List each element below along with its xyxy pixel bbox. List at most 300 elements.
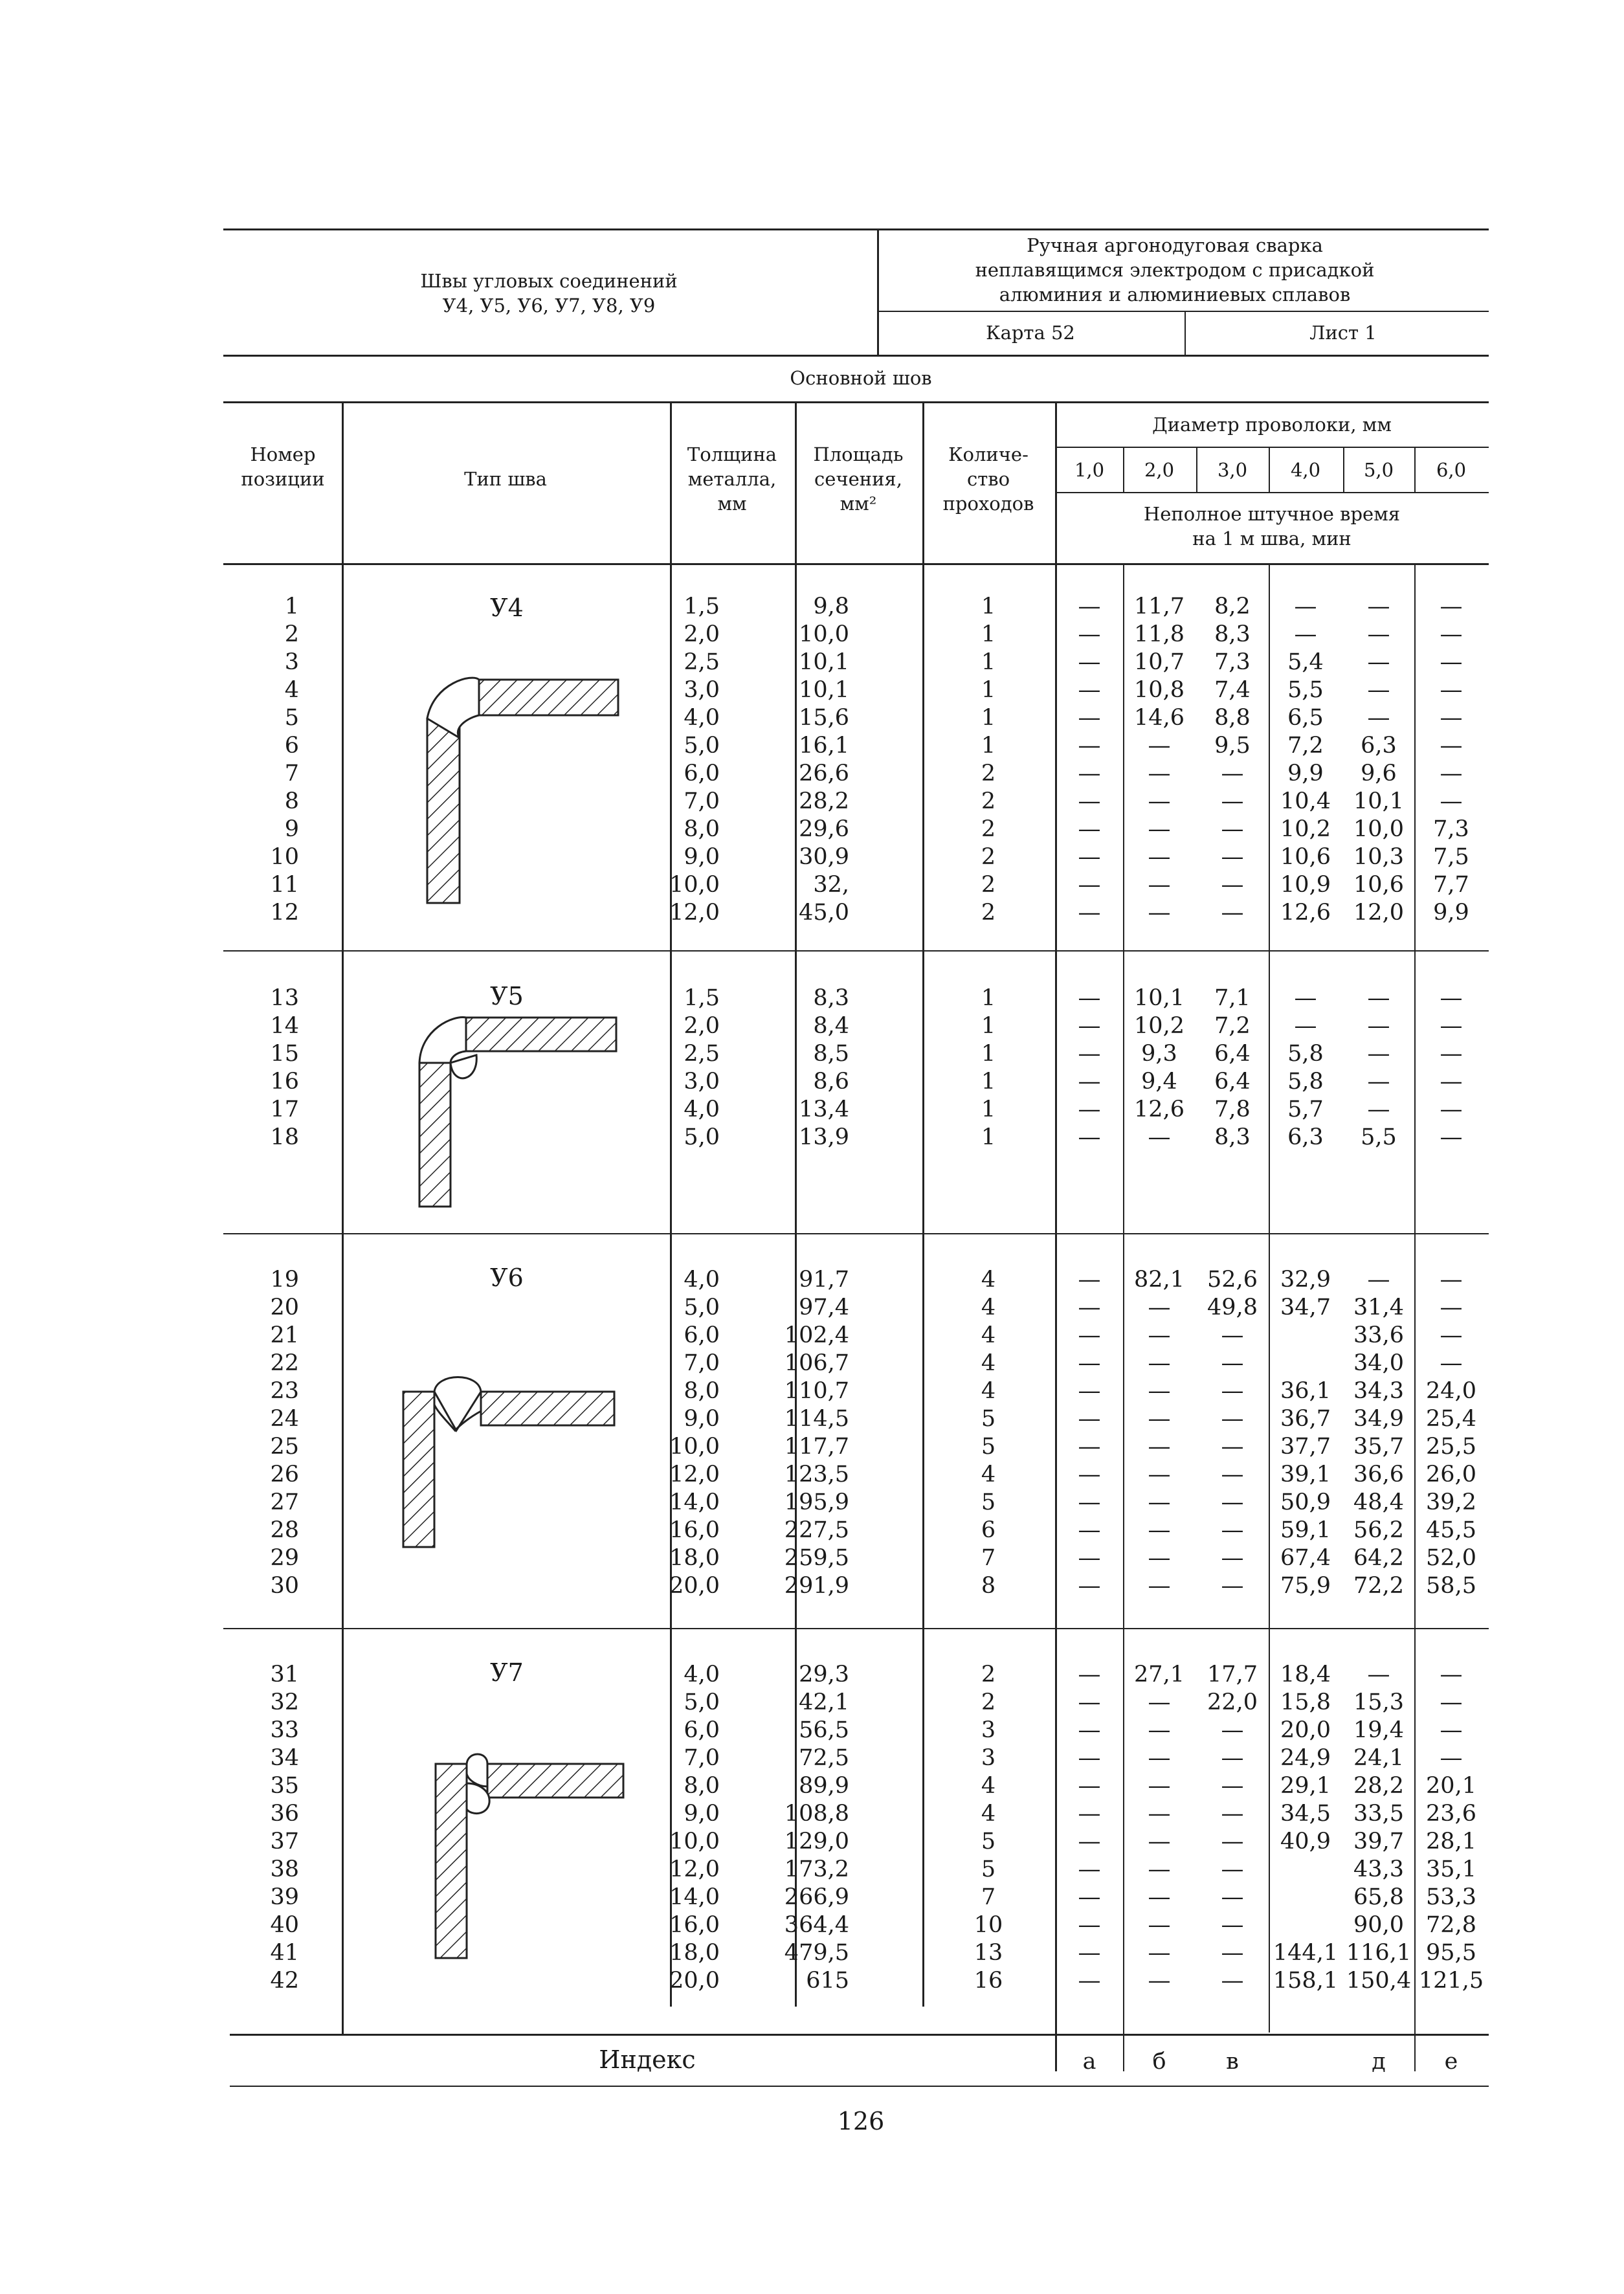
row-time-d60: 39,2 [1426, 1489, 1476, 1515]
row-time-d10: — [1078, 1940, 1101, 1966]
row-area: 173,2 [784, 1856, 849, 1882]
row-thickness: 8,0 [684, 1773, 720, 1799]
index-d: д [1372, 2049, 1386, 2075]
col-line-thickness [670, 401, 672, 2007]
row-time-d10: — [1078, 1517, 1101, 1543]
row-time-d40: 32,9 [1280, 1267, 1331, 1293]
row-thickness: 18,0 [669, 1545, 720, 1571]
row-time-d10: — [1078, 1662, 1101, 1687]
row-time-d50: 150,4 [1346, 1968, 1412, 1994]
row-time-d20: — [1148, 733, 1171, 759]
row-time-d20: 12,6 [1134, 1097, 1185, 1122]
row-thickness: 5,0 [684, 1295, 720, 1320]
col-line-type [342, 401, 344, 2034]
row-time-d50: 6,3 [1361, 733, 1397, 759]
row-time-d10: — [1078, 1069, 1101, 1095]
header-dia-50: 5,0 [1363, 459, 1394, 481]
row-time-d50: 33,6 [1353, 1322, 1404, 1348]
col-line-time [1055, 401, 1057, 2071]
row-time-d20: 10,1 [1134, 985, 1185, 1011]
row-time-d10: — [1078, 1434, 1101, 1460]
row-time-d50: — [1367, 985, 1390, 1011]
row-passes: 8 [981, 1573, 996, 1599]
row-time-d10: — [1078, 1267, 1101, 1293]
row-time-d50: — [1367, 594, 1390, 619]
row-passes: 5 [981, 1406, 996, 1432]
row-time-d40: 24,9 [1280, 1745, 1331, 1771]
row-thickness: 2,5 [684, 649, 720, 675]
row-time-d10: — [1078, 788, 1101, 814]
row-time-d30: — [1221, 1829, 1244, 1854]
col-line-body-d20 [1123, 563, 1124, 2071]
row-passes: 4 [981, 1462, 996, 1487]
row-passes: 1 [981, 733, 996, 759]
row-thickness: 4,0 [684, 1662, 720, 1687]
row-time-d20: — [1148, 816, 1171, 842]
row-time-d20: — [1148, 1829, 1171, 1854]
row-passes: 1 [981, 985, 996, 1011]
row-time-d60: 23,6 [1426, 1801, 1476, 1827]
row-time-d60: — [1440, 1689, 1463, 1715]
row-position: 42 [270, 1968, 299, 1994]
header-dia-40: 4,0 [1290, 459, 1321, 481]
row-time-d40: 10,2 [1280, 816, 1331, 842]
row-time-d40: 5,8 [1287, 1069, 1324, 1095]
row-thickness: 6,0 [684, 1717, 720, 1743]
row-time-d40: 9,9 [1287, 761, 1324, 786]
row-time-d60: 7,5 [1433, 844, 1469, 870]
row-time-d40: 10,6 [1280, 844, 1331, 870]
weld-type-u5: У5 [490, 982, 524, 1010]
row-passes: 5 [981, 1489, 996, 1515]
row-area: 30,9 [799, 844, 849, 870]
row-time-d50: — [1367, 1097, 1390, 1122]
row-time-d40: 34,7 [1280, 1295, 1331, 1320]
row-area: 13,4 [799, 1097, 849, 1122]
row-passes: 2 [981, 872, 996, 898]
row-area: 114,5 [784, 1406, 849, 1432]
row-passes: 4 [981, 1773, 996, 1799]
row-time-d20: — [1148, 1801, 1171, 1827]
header-dia-10: 1,0 [1074, 459, 1105, 481]
row-thickness: 5,0 [684, 1689, 720, 1715]
group-separator-1 [223, 950, 1489, 952]
row-time-d20: 82,1 [1134, 1267, 1185, 1293]
row-time-d20: — [1148, 844, 1171, 870]
row-time-d60: 28,1 [1426, 1829, 1476, 1854]
row-time-d60: — [1440, 985, 1463, 1011]
row-position: 3 [284, 649, 299, 675]
row-thickness: 6,0 [684, 1322, 720, 1348]
row-time-d20: — [1148, 1322, 1171, 1348]
row-time-d10: — [1078, 677, 1101, 703]
table-top-rule [223, 401, 1489, 403]
title-right-line3: алюминия и алюминиевых сплавов [999, 284, 1351, 306]
row-position: 40 [270, 1912, 299, 1938]
title-left-line1: Швы угловых соединений [420, 270, 678, 292]
row-area: 45,0 [799, 900, 849, 926]
row-passes: 1 [981, 1124, 996, 1150]
row-area: 108,8 [784, 1801, 849, 1827]
row-time-d30: 7,1 [1214, 985, 1251, 1011]
index-e: е [1444, 2049, 1458, 2075]
row-time-d40: 6,5 [1287, 705, 1324, 731]
row-time-d20: 14,6 [1134, 705, 1185, 731]
row-area: 259,5 [784, 1545, 849, 1571]
row-passes: 5 [981, 1829, 996, 1854]
row-time-d50: — [1367, 677, 1390, 703]
row-time-d50: 34,0 [1353, 1350, 1404, 1376]
row-time-d40: 5,4 [1287, 649, 1324, 675]
card-number: Карта 52 [986, 322, 1075, 344]
title-left-line2: У4, У5, У6, У7, У8, У9 [442, 295, 656, 317]
row-thickness: 20,0 [669, 1968, 720, 1994]
row-time-d60: — [1440, 1295, 1463, 1320]
row-time-d20: — [1148, 1378, 1171, 1404]
row-time-d60: 95,5 [1426, 1940, 1476, 1966]
row-position: 26 [270, 1462, 299, 1487]
row-time-d60: 9,9 [1433, 900, 1469, 926]
header-area-2: сечения, [814, 468, 902, 490]
row-passes: 4 [981, 1295, 996, 1320]
row-time-d20: — [1148, 1773, 1171, 1799]
row-time-d10: — [1078, 1968, 1101, 1994]
row-time-d30: — [1221, 788, 1244, 814]
row-passes: 1 [981, 1097, 996, 1122]
col-line-d20 [1123, 447, 1124, 492]
row-position: 14 [270, 1013, 299, 1039]
row-time-d30: — [1221, 1856, 1244, 1882]
row-time-d40: 75,9 [1280, 1573, 1331, 1599]
row-time-d30: — [1221, 872, 1244, 898]
row-area: 10,1 [799, 649, 849, 675]
row-area: 123,5 [784, 1462, 849, 1487]
row-position: 11 [270, 872, 299, 898]
row-time-d30: — [1221, 1773, 1244, 1799]
row-position: 20 [270, 1295, 299, 1320]
row-time-d20: 10,2 [1134, 1013, 1185, 1039]
row-position: 16 [270, 1069, 299, 1095]
row-passes: 4 [981, 1378, 996, 1404]
row-time-d20: — [1148, 1884, 1171, 1910]
row-passes: 4 [981, 1322, 996, 1348]
col-line-passes [922, 401, 924, 2007]
row-time-d60: 20,1 [1426, 1773, 1476, 1799]
row-thickness: 4,0 [684, 1267, 720, 1293]
row-position: 37 [270, 1829, 299, 1854]
row-area: 8,6 [813, 1069, 849, 1095]
row-time-d30: — [1221, 1573, 1244, 1599]
row-time-d40: 10,4 [1280, 788, 1331, 814]
row-time-d30: 8,8 [1214, 705, 1251, 731]
row-thickness: 14,0 [669, 1489, 720, 1515]
row-time-d20: — [1148, 1940, 1171, 1966]
row-time-d30: — [1221, 1801, 1244, 1827]
header-area-1: Площадь [813, 443, 904, 465]
row-time-d30: — [1221, 1406, 1244, 1432]
index-b: б [1152, 2049, 1166, 2075]
header-bottom-rule [223, 355, 1489, 357]
row-passes: 4 [981, 1350, 996, 1376]
row-time-d10: — [1078, 1884, 1101, 1910]
row-time-d50: 31,4 [1353, 1295, 1404, 1320]
row-time-d40: 158,1 [1273, 1968, 1339, 1994]
col-line-d50 [1343, 447, 1344, 492]
row-time-d60: — [1440, 788, 1463, 814]
row-time-d50: 56,2 [1353, 1517, 1404, 1543]
row-position: 28 [270, 1517, 299, 1543]
row-time-d10: — [1078, 1406, 1101, 1432]
weld-joint-u5-sketch [414, 1010, 621, 1210]
row-position: 35 [270, 1773, 299, 1799]
col-line-body-d40 [1269, 563, 1270, 2032]
row-time-d60: 25,5 [1426, 1434, 1476, 1460]
row-time-d40: 40,9 [1280, 1829, 1331, 1854]
row-thickness: 16,0 [669, 1517, 720, 1543]
weld-type-u6: У6 [490, 1264, 524, 1292]
row-time-d10: — [1078, 816, 1101, 842]
row-thickness: 4,0 [684, 705, 720, 731]
row-time-d40: 5,8 [1287, 1041, 1324, 1067]
row-position: 29 [270, 1545, 299, 1571]
row-time-d20: — [1148, 1545, 1171, 1571]
row-passes: 2 [981, 900, 996, 926]
row-time-d10: — [1078, 1856, 1101, 1882]
header-passes-2: ство [966, 468, 1010, 490]
row-time-d20: 9,3 [1141, 1041, 1177, 1067]
row-passes: 10 [973, 1912, 1003, 1938]
row-thickness: 3,0 [684, 677, 720, 703]
row-thickness: 9,0 [684, 1406, 720, 1432]
row-passes: 2 [981, 761, 996, 786]
row-time-d50: — [1367, 621, 1390, 647]
row-position: 33 [270, 1717, 299, 1743]
row-time-d40: 20,0 [1280, 1717, 1331, 1743]
row-position: 6 [284, 733, 299, 759]
row-time-d60: — [1440, 594, 1463, 619]
header-diameter: Диаметр проволоки, мм [1152, 414, 1392, 436]
row-position: 38 [270, 1856, 299, 1882]
group-separator-2 [223, 1233, 1489, 1234]
row-area: 56,5 [799, 1717, 849, 1743]
row-passes: 2 [981, 844, 996, 870]
row-time-d40: — [1294, 594, 1317, 619]
row-time-d10: — [1078, 1773, 1101, 1799]
row-time-d60: — [1440, 1717, 1463, 1743]
row-position: 7 [284, 761, 299, 786]
row-time-d60: 7,3 [1433, 816, 1469, 842]
card-sheet-divider [1185, 311, 1186, 355]
row-time-d20: — [1148, 1489, 1171, 1515]
row-time-d20: — [1148, 1124, 1171, 1150]
row-time-d50: 90,0 [1353, 1912, 1404, 1938]
row-time-d30: — [1221, 1545, 1244, 1571]
row-area: 266,9 [784, 1884, 849, 1910]
row-time-d20: — [1148, 788, 1171, 814]
row-time-d50: 39,7 [1353, 1829, 1404, 1854]
row-thickness: 5,0 [684, 1124, 720, 1150]
diameter-rule [1055, 447, 1489, 448]
row-thickness: 20,0 [669, 1573, 720, 1599]
col-line-area [795, 401, 797, 2007]
row-time-d50: 9,6 [1361, 761, 1397, 786]
row-time-d30: 6,4 [1214, 1041, 1251, 1067]
row-thickness: 4,0 [684, 1097, 720, 1122]
row-position: 25 [270, 1434, 299, 1460]
row-time-d30: — [1221, 1912, 1244, 1938]
row-time-d20: 10,8 [1134, 677, 1185, 703]
row-passes: 1 [981, 1041, 996, 1067]
row-time-d40: 50,9 [1280, 1489, 1331, 1515]
row-time-d50: 10,6 [1353, 872, 1404, 898]
row-time-d60: 121,5 [1418, 1968, 1484, 1994]
row-time-d50: — [1367, 1069, 1390, 1095]
row-area: 97,4 [799, 1295, 849, 1320]
row-passes: 1 [981, 621, 996, 647]
row-area: 8,3 [813, 985, 849, 1011]
group-separator-3 [223, 1628, 1489, 1629]
row-time-d50: 48,4 [1353, 1489, 1404, 1515]
row-time-d30: — [1221, 1745, 1244, 1771]
row-time-d20: 9,4 [1141, 1069, 1177, 1095]
row-passes: 16 [973, 1968, 1003, 1994]
row-thickness: 2,0 [684, 1013, 720, 1039]
row-time-d30: — [1221, 1378, 1244, 1404]
row-time-d60: — [1440, 1069, 1463, 1095]
row-time-d10: — [1078, 1295, 1101, 1320]
row-area: 129,0 [784, 1829, 849, 1854]
row-time-d30: — [1221, 761, 1244, 786]
row-thickness: 10,0 [669, 1829, 720, 1854]
row-time-d40: 6,3 [1287, 1124, 1324, 1150]
row-passes: 1 [981, 594, 996, 619]
row-time-d60: 45,5 [1426, 1517, 1476, 1543]
header-mid-rule [877, 311, 1489, 312]
row-thickness: 16,0 [669, 1912, 720, 1938]
row-thickness: 18,0 [669, 1940, 720, 1966]
row-time-d60: — [1440, 1322, 1463, 1348]
row-time-d60: — [1440, 1662, 1463, 1687]
row-thickness: 14,0 [669, 1884, 720, 1910]
row-time-d10: — [1078, 900, 1101, 926]
row-time-d10: — [1078, 1545, 1101, 1571]
row-time-d10: — [1078, 705, 1101, 731]
row-time-d10: — [1078, 1489, 1101, 1515]
row-passes: 1 [981, 649, 996, 675]
weld-joint-u4-sketch [414, 667, 621, 906]
row-time-d40: 15,8 [1280, 1689, 1331, 1715]
row-thickness: 2,5 [684, 1041, 720, 1067]
sheet-number: Лист 1 [1309, 322, 1377, 344]
row-time-d50: 34,3 [1353, 1378, 1404, 1404]
col-line-d30 [1196, 447, 1197, 492]
row-position: 36 [270, 1801, 299, 1827]
col-line-d40 [1269, 447, 1270, 492]
row-time-d10: — [1078, 1097, 1101, 1122]
row-time-d30: 6,4 [1214, 1069, 1251, 1095]
header-thickness-1: Толщина [687, 443, 777, 465]
row-position: 10 [270, 844, 299, 870]
row-passes: 4 [981, 1267, 996, 1293]
row-area: 117,7 [784, 1434, 849, 1460]
row-time-d20: — [1148, 1462, 1171, 1487]
index-top-rule [230, 2034, 1489, 2036]
row-time-d10: — [1078, 621, 1101, 647]
row-passes: 2 [981, 1662, 996, 1687]
row-time-d50: 36,6 [1353, 1462, 1404, 1487]
row-time-d10: — [1078, 1350, 1101, 1376]
row-time-d40: 29,1 [1280, 1773, 1331, 1799]
row-time-d30: — [1221, 900, 1244, 926]
row-time-d30: 17,7 [1207, 1662, 1258, 1687]
row-area: 10,0 [799, 621, 849, 647]
row-position: 5 [284, 705, 299, 731]
row-thickness: 7,0 [684, 1745, 720, 1771]
weld-joint-u6-sketch [398, 1366, 618, 1553]
row-time-d50: 64,2 [1353, 1545, 1404, 1571]
row-thickness: 1,5 [684, 985, 720, 1011]
row-time-d60: — [1440, 1041, 1463, 1067]
row-area: 26,6 [799, 761, 849, 786]
row-time-d40: 12,6 [1280, 900, 1331, 926]
row-time-d40: 39,1 [1280, 1462, 1331, 1487]
header-dia-60: 6,0 [1436, 459, 1467, 481]
row-area: 28,2 [799, 788, 849, 814]
row-area: 91,7 [799, 1267, 849, 1293]
row-thickness: 12,0 [669, 900, 720, 926]
row-time-d60: 25,4 [1426, 1406, 1476, 1432]
row-area: 102,4 [784, 1322, 849, 1348]
row-area: 8,4 [813, 1013, 849, 1039]
row-area: 106,7 [784, 1350, 849, 1376]
row-time-d40: 34,5 [1280, 1801, 1331, 1827]
row-time-d10: — [1078, 1573, 1101, 1599]
row-time-d30: 22,0 [1207, 1689, 1258, 1715]
row-time-d20: — [1148, 1573, 1171, 1599]
row-area: 8,5 [813, 1041, 849, 1067]
row-passes: 7 [981, 1545, 996, 1571]
row-area: 9,8 [813, 594, 849, 619]
row-time-d20: — [1148, 1745, 1171, 1771]
row-time-d20: — [1148, 761, 1171, 786]
row-position: 15 [270, 1041, 299, 1067]
row-passes: 6 [981, 1517, 996, 1543]
row-time-d20: — [1148, 900, 1171, 926]
row-position: 27 [270, 1489, 299, 1515]
row-time-d10: — [1078, 1745, 1101, 1771]
row-time-d60: 52,0 [1426, 1545, 1476, 1571]
row-area: 29,6 [799, 816, 849, 842]
row-area: 13,9 [799, 1124, 849, 1150]
row-position: 22 [270, 1350, 299, 1376]
row-time-d30: — [1221, 1322, 1244, 1348]
row-time-d60: 35,1 [1426, 1856, 1476, 1882]
row-time-d20: — [1148, 1295, 1171, 1320]
row-area: 291,9 [784, 1573, 849, 1599]
row-time-d60: — [1440, 733, 1463, 759]
row-area: 195,9 [784, 1489, 849, 1515]
row-time-d30: — [1221, 1434, 1244, 1460]
row-time-d40: 7,2 [1287, 733, 1324, 759]
row-time-d10: — [1078, 1689, 1101, 1715]
row-time-d50: 28,2 [1353, 1773, 1404, 1799]
row-time-d30: 9,5 [1214, 733, 1251, 759]
row-time-d10: — [1078, 1912, 1101, 1938]
section-title: Основной шов [790, 367, 932, 389]
row-time-d60: — [1440, 649, 1463, 675]
row-time-d10: — [1078, 1322, 1101, 1348]
row-time-d10: — [1078, 872, 1101, 898]
